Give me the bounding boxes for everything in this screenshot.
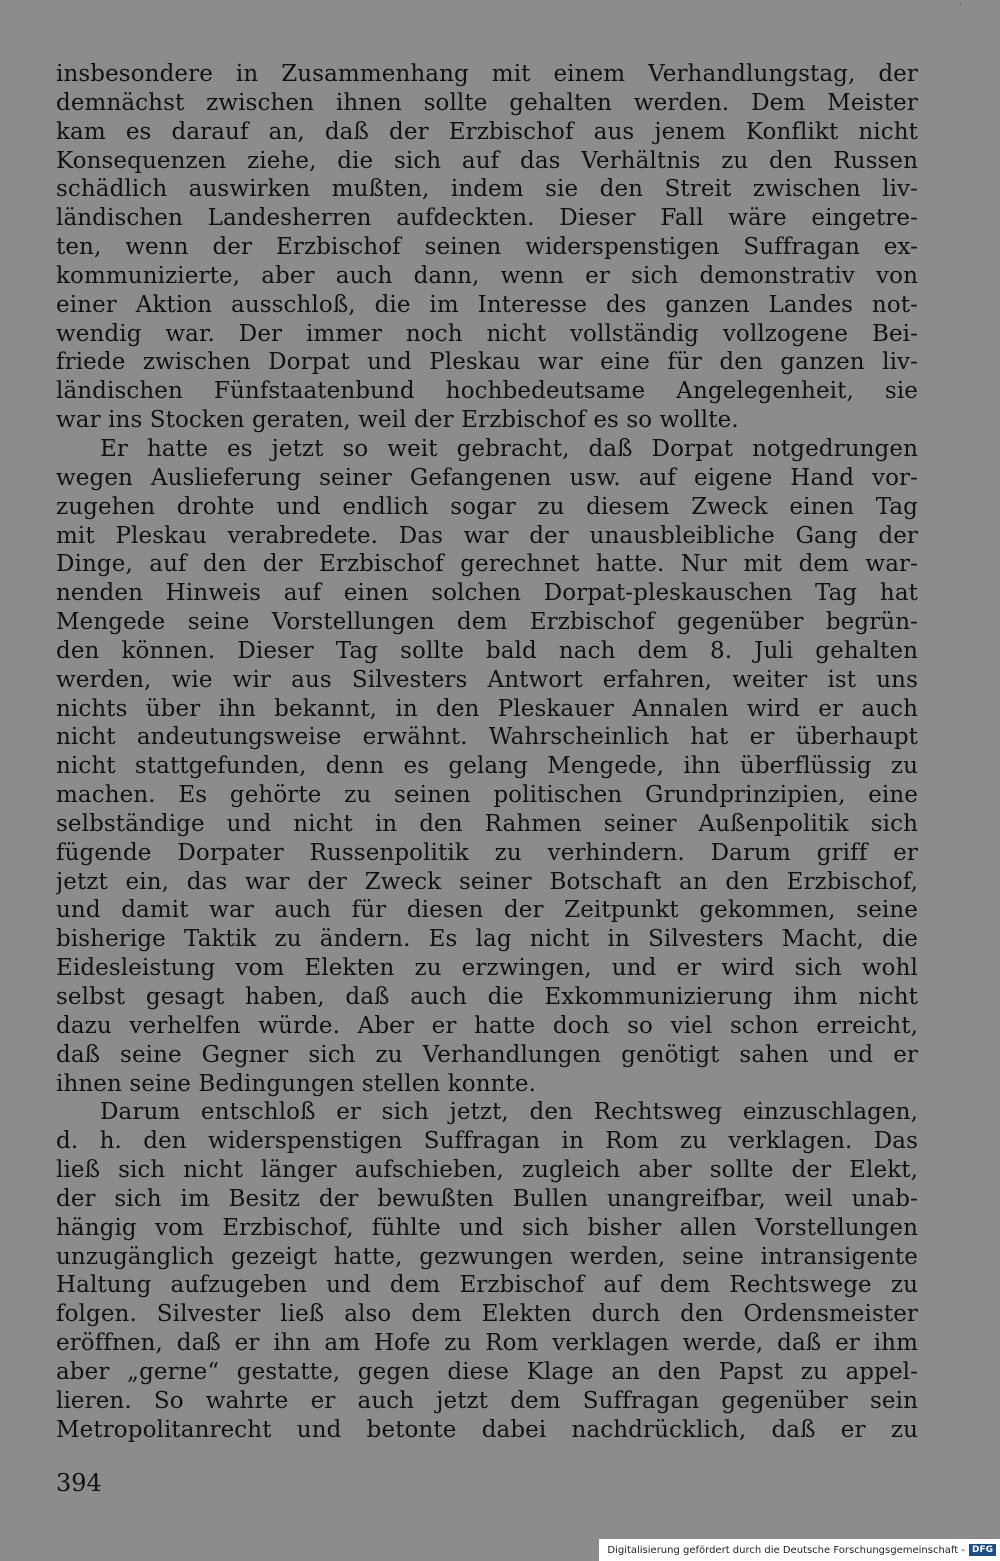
text-line: insbesondere in Zusammenhang mit einem Verhandlungstag, der <box>56 61 918 87</box>
text-line: selbständige und nicht in den Rahmen seiner Außenpolitik sich <box>56 810 918 837</box>
text-line: mit Pleskau verabredete. Das war der unausbleibliche Gang der <box>56 522 918 549</box>
text-line: kam es darauf an, daß der Erzbischof aus jenem Konflikt nicht <box>56 118 918 145</box>
text-line: Konsequenzen ziehe, die sich auf das Verhältnis zu den Russen <box>56 147 918 174</box>
text-line: daß seine Gegner sich zu Verhandlungen genötigt sahen und er <box>56 1041 918 1068</box>
text-line: Metropolitanrecht und betonte dabei nachdrücklich, daß er zu <box>56 1416 918 1443</box>
text-line: zugehen drohte und endlich sogar zu diesem Zweck einen Tag <box>56 493 918 520</box>
text-line: ihnen seine Bedingungen stellen konnte. <box>56 1070 537 1097</box>
text-line: friede zwischen Dorpat und Pleskau war eine für den ganzen liv- <box>56 349 918 376</box>
text-line: demnächst zwischen ihnen sollte gehalten werden. Dem Meister <box>56 89 918 116</box>
text-line: den können. Dieser Tag sollte bald nach dem 8. Juli gehalten <box>56 637 918 664</box>
text-line: unzugänglich gezeigt hatte, gezwungen werden, seine intransigente <box>56 1243 918 1270</box>
corner-mark: · <box>958 0 962 11</box>
text-line: ten, wenn der Erzbischof seinen widerspenstigen Suffragan ex- <box>56 234 918 261</box>
text-line: Haltung aufzugeben und dem Erzbischof auf dem Rechtswege zu <box>56 1272 918 1299</box>
text-line: fügende Dorpater Russenpolitik zu verhindern. Darum griff er <box>56 839 918 866</box>
text-line: war ins Stocken geraten, weil der Erzbischof es so wollte. <box>56 407 739 434</box>
text-line: der sich im Besitz der bewußten Bullen unangreifbar, weil unab- <box>56 1185 918 1212</box>
text-line: dazu verhelfen würde. Aber er hatte doch so viel schon erreicht, <box>56 1012 918 1039</box>
text-line: wegen Auslieferung seiner Gefangenen usw. auf eigene Hand vor- <box>56 464 918 491</box>
digitization-footer <box>599 1539 1000 1561</box>
text-line: hängig vom Erzbischof, fühlte und sich bisher allen Vorstellungen <box>56 1214 918 1241</box>
text-line: folgen. Silvester ließ also dem Elekten durch den Ordensmeister <box>56 1301 918 1328</box>
text-line: selbst gesagt haben, daß auch die Exkommunizierung ihm nicht <box>56 984 918 1010</box>
text-line: kommunizierte, aber auch dann, wenn er sich demonstrativ von <box>56 262 918 289</box>
text-line: lieren. So wahrte er auch jetzt dem Suffragan gegenüber sein <box>56 1387 918 1414</box>
text-line: nicht andeutungsweise erwähnt. Wahrscheinlich hat er überhaupt <box>56 724 918 751</box>
text-line: machen. Es gehörte zu seinen politischen Grundprinzipien, eine <box>56 782 918 809</box>
text-line: einer Aktion ausschloß, die im Interesse des ganzen Landes not- <box>56 291 918 318</box>
text-line: ließ sich nicht länger aufschieben, zugleich aber sollte der Elekt, <box>56 1157 918 1184</box>
page-number: 394 <box>56 1469 102 1497</box>
text-line: Mengede seine Vorstellungen dem Erzbischof gegenüber begrün- <box>56 609 918 636</box>
text-line: werden, wie wir aus Silvesters Antwort erfahren, weiter ist uns <box>56 666 918 693</box>
dfg-logo: DFG <box>969 1544 996 1556</box>
text-line: aber „gerne“ gestatte, gegen diese Klage an den Papst zu appel- <box>56 1358 918 1385</box>
text-line: wendig war. Der immer noch nicht vollständig vollzogene Bei- <box>56 320 918 347</box>
text-line: Er hatte es jetzt so weit gebracht, daß Dorpat notgedrungen <box>100 435 918 462</box>
text-line: nichts über ihn bekannt, in den Pleskauer Annalen wird er auch <box>56 695 918 722</box>
text-line: Dinge, auf den der Erzbischof gerechnet hatte. Nur mit dem war- <box>56 551 918 578</box>
text-line: ländischen Landesherren aufdeckten. Dieser Fall wäre eingetre- <box>56 205 918 232</box>
body-text <box>56 60 918 1445</box>
text-line: und damit war auch für diesen der Zeitpunkt gekommen, seine <box>56 897 918 924</box>
footer-text: Digitalisierung gefördert durch die Deutsche Forschungsgemeinschaft - <box>607 1544 965 1556</box>
text-line: Darum entschloß er sich jetzt, den Rechtsweg einzuschlagen, <box>100 1099 918 1126</box>
text-line: nenden Hinweis auf einen solchen Dorpat-pleskauschen Tag hat <box>56 580 918 607</box>
text-line: eröffnen, daß er ihn am Hofe zu Rom verklagen werde, daß er ihm <box>56 1330 918 1357</box>
text-line: Eidesleistung vom Elekten zu erzwingen, und er wird sich wohl <box>56 955 918 982</box>
text-line: d. h. den widerspenstigen Suffragan in Rom zu verklagen. Das <box>56 1128 918 1155</box>
text-line: ländischen Fünfstaatenbund hochbedeutsame Angelegenheit, sie <box>56 378 918 405</box>
text-line: schädlich auswirken mußten, indem sie den Streit zwischen liv- <box>56 176 918 203</box>
text-line: jetzt ein, das war der Zweck seiner Botschaft an den Erzbischof, <box>56 868 918 895</box>
text-line: nicht stattgefunden, denn es gelang Mengede, ihn überflüssig zu <box>56 753 918 780</box>
text-line: bisherige Taktik zu ändern. Es lag nicht in Silvesters Macht, die <box>56 926 918 953</box>
